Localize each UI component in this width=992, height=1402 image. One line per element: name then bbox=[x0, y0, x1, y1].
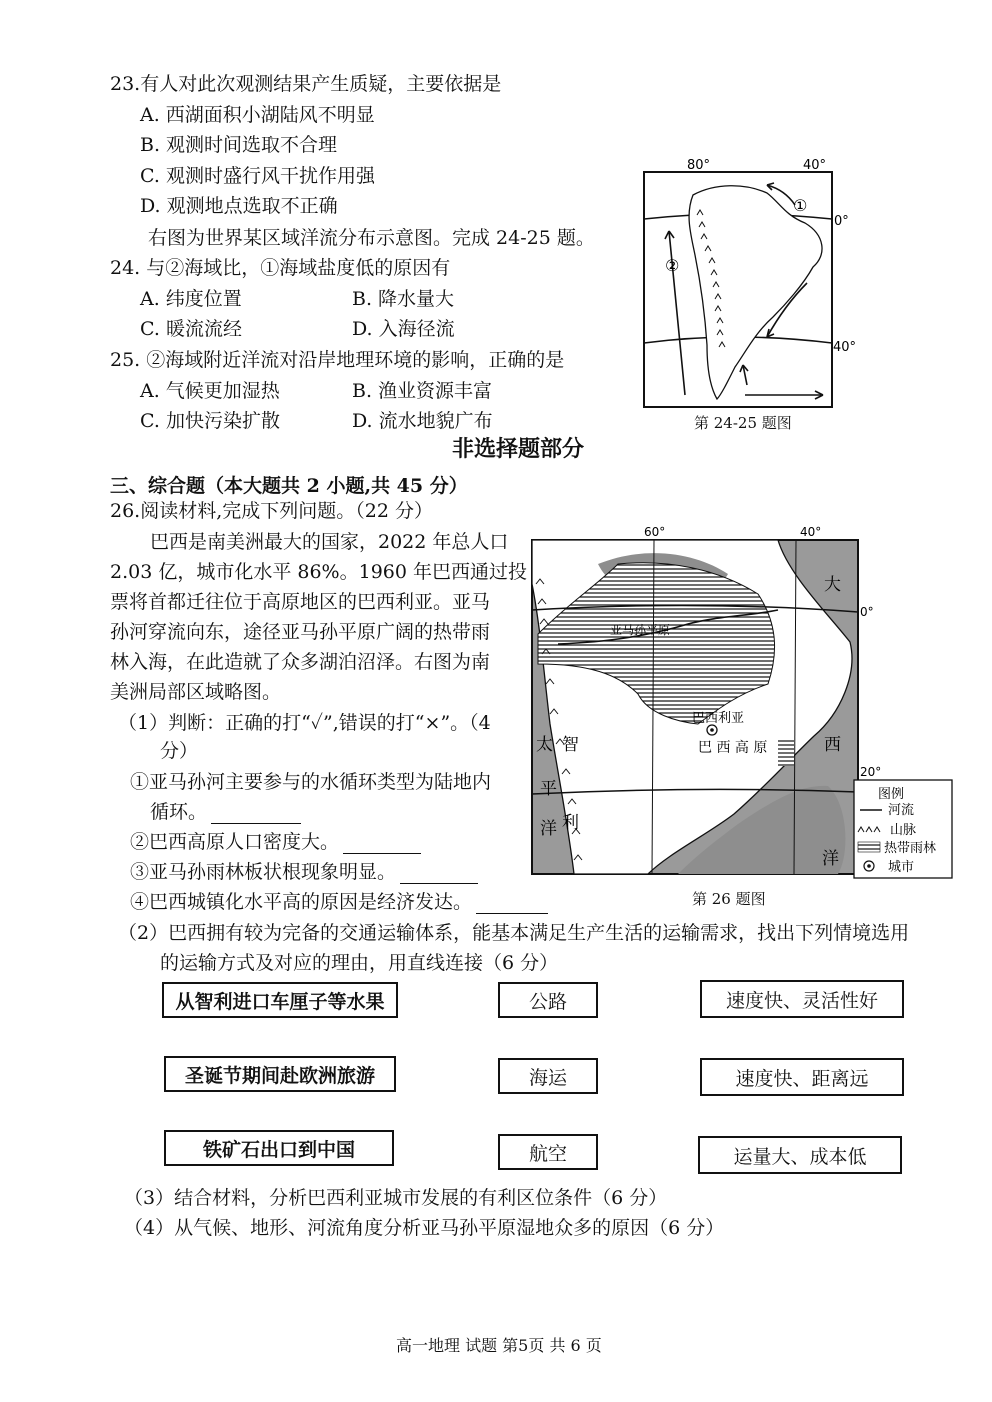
answer-blank-2[interactable] bbox=[343, 835, 421, 854]
judgment-1-cont: 循环。 bbox=[150, 800, 301, 824]
mode-box-1[interactable]: 公路 bbox=[498, 982, 598, 1018]
answer-blank-3[interactable] bbox=[400, 865, 478, 884]
map1-lat-40: 40° bbox=[833, 340, 857, 355]
material-line-2: 2.03 亿，城市化水平 86%。1960 年巴西通过投 bbox=[110, 561, 528, 583]
sub2-line1: （2）巴西拥有较为完备的交通运输体系，能基本满足生产生活的运输需求，找出下列情境选用 bbox=[118, 922, 910, 944]
judgment-2: ②巴西高原人口密度大。 bbox=[130, 830, 421, 854]
q23-option-b: B. 观测时间选取不合理 bbox=[140, 134, 338, 156]
map2-lat-0: 0° bbox=[860, 605, 874, 619]
reason-box-3[interactable]: 运量大、成本低 bbox=[698, 1136, 902, 1174]
brasilia-city-dot bbox=[710, 728, 714, 732]
label-atlantic-2: 西 bbox=[824, 735, 841, 755]
scenario-box-3[interactable]: 铁矿石出口到中国 bbox=[164, 1130, 394, 1166]
legend-mountain: 山脉 bbox=[890, 823, 917, 838]
q25-option-a: A. 气候更加湿热 bbox=[140, 380, 280, 402]
judgment-4: ④巴西城镇化水平高的原因是经济发达。 bbox=[130, 890, 548, 914]
sub1-line2: 分） bbox=[160, 740, 199, 762]
map1-lon-40: 40° bbox=[803, 158, 827, 173]
legend-rainforest: 热带雨林 bbox=[884, 841, 937, 856]
sub4: （4）从气候、地形、河流角度分析亚马孙平原湿地众多的原因（6 分） bbox=[124, 1217, 725, 1239]
q25-stem: 25. ②海域附近洋流对沿岸地理环境的影响，正确的是 bbox=[110, 349, 565, 371]
q23-option-a: A. 西湖面积小湖陆风不明显 bbox=[140, 104, 375, 126]
q23-stem: 23.有人对此次观测结果产生质疑，主要依据是 bbox=[110, 73, 502, 95]
q24-stem: 24. 与②海域比，①海域盐度低的原因有 bbox=[110, 257, 451, 279]
legend-rainforest-icon bbox=[858, 842, 880, 852]
sub3: （3）结合材料，分析巴西利亚城市发展的有利区位条件（6 分） bbox=[124, 1187, 668, 1209]
label-atlantic-3: 洋 bbox=[822, 849, 839, 869]
map1-lat-0: 0° bbox=[834, 214, 849, 229]
label-chile-2: 利 bbox=[562, 813, 579, 833]
q24-option-a: A. 纬度位置 bbox=[140, 288, 242, 310]
marker-2: ② bbox=[665, 256, 680, 275]
mode-box-2[interactable]: 海运 bbox=[498, 1058, 598, 1094]
mode-box-3[interactable]: 航空 bbox=[498, 1134, 598, 1170]
q26-stem: 26.阅读材料,完成下列问题。（22 分） bbox=[110, 500, 433, 522]
label-brasilia: 巴西利亚 bbox=[692, 711, 745, 726]
map2-caption: 第 26 题图 bbox=[692, 890, 766, 908]
label-plateau: 巴 西 高 原 bbox=[698, 740, 768, 756]
answer-blank-1[interactable] bbox=[211, 805, 301, 824]
brazil-region-map bbox=[528, 524, 958, 884]
q24-option-b: B. 降水量大 bbox=[352, 288, 455, 310]
label-amazon-plain: 亚马孙平原 bbox=[610, 623, 671, 637]
label-pacific-1: 太 bbox=[536, 735, 553, 755]
q25-option-b: B. 渔业资源丰富 bbox=[352, 380, 493, 402]
q23-option-c: C. 观测时盛行风干扰作用强 bbox=[140, 165, 375, 187]
legend-city-dot bbox=[867, 864, 871, 868]
reason-box-1[interactable]: 速度快、灵活性好 bbox=[700, 980, 904, 1018]
page-footer: 高一地理 试题 第5页 共 6 页 bbox=[396, 1336, 602, 1355]
judgment-1: ①亚马孙河主要参与的水循环类型为陆地内 bbox=[130, 771, 492, 793]
scenario-box-2[interactable]: 圣诞节期间赴欧洲旅游 bbox=[164, 1056, 396, 1092]
label-pacific-2: 平 bbox=[540, 779, 557, 799]
ocean-current-map bbox=[635, 155, 865, 411]
coastal-rainforest bbox=[778, 740, 794, 766]
legend-city: 城市 bbox=[888, 860, 915, 875]
legend-river: 河流 bbox=[888, 803, 915, 818]
q24-option-d: D. 入海径流 bbox=[352, 318, 455, 340]
map2-lon-40: 40° bbox=[800, 525, 822, 539]
q25-option-c: C. 加快污染扩散 bbox=[140, 410, 280, 432]
answer-blank-4[interactable] bbox=[476, 895, 548, 914]
q25-option-d: D. 流水地貌广布 bbox=[352, 410, 493, 432]
label-atlantic-1: 大 bbox=[824, 575, 841, 595]
material-line-1: 巴西是南美洲最大的国家，2022 年总人口 bbox=[150, 531, 509, 553]
map1-caption: 第 24-25 题图 bbox=[694, 414, 792, 432]
reason-box-2[interactable]: 速度快、距离远 bbox=[700, 1058, 904, 1096]
label-chile-1: 智 bbox=[562, 735, 579, 755]
intro-24-25: 右图为世界某区域洋流分布示意图。完成 24-25 题。 bbox=[148, 227, 595, 249]
map2-lon-60: 60° bbox=[644, 525, 666, 539]
marker-1: ① bbox=[793, 196, 808, 215]
material-line-4: 孙河穿流向东，途径亚马孙平原广阔的热带雨 bbox=[110, 621, 491, 643]
section-title: 非选择题部分 bbox=[452, 437, 585, 462]
judgment-3: ③亚马孙雨林板状根现象明显。 bbox=[130, 860, 478, 884]
map1-lon-80: 80° bbox=[687, 158, 711, 173]
material-line-6: 美洲局部区域略图。 bbox=[110, 681, 282, 703]
sub2-line2: 的运输方式及对应的理由，用直线连接（6 分） bbox=[160, 952, 559, 974]
scenario-box-1[interactable]: 从智利进口车厘子等水果 bbox=[162, 982, 398, 1018]
q23-option-d: D. 观测地点选取不正确 bbox=[140, 195, 338, 217]
legend-title: 图例 bbox=[878, 787, 905, 802]
map2-lat-20: 20° bbox=[860, 765, 882, 779]
sub1-line1: （1）判断：正确的打“✓”,错误的打“×”。（4 bbox=[118, 712, 491, 734]
material-line-5: 林入海，在此造就了众多湖泊沼泽。右图为南 bbox=[110, 651, 491, 673]
label-pacific-3: 洋 bbox=[540, 819, 557, 839]
part3-title: 三、综合题（本大题共 2 小题,共 45 分） bbox=[110, 475, 468, 497]
material-line-3: 票将首都迁往位于高原地区的巴西利亚。亚马 bbox=[110, 591, 491, 613]
q24-option-c: C. 暖流流经 bbox=[140, 318, 242, 340]
